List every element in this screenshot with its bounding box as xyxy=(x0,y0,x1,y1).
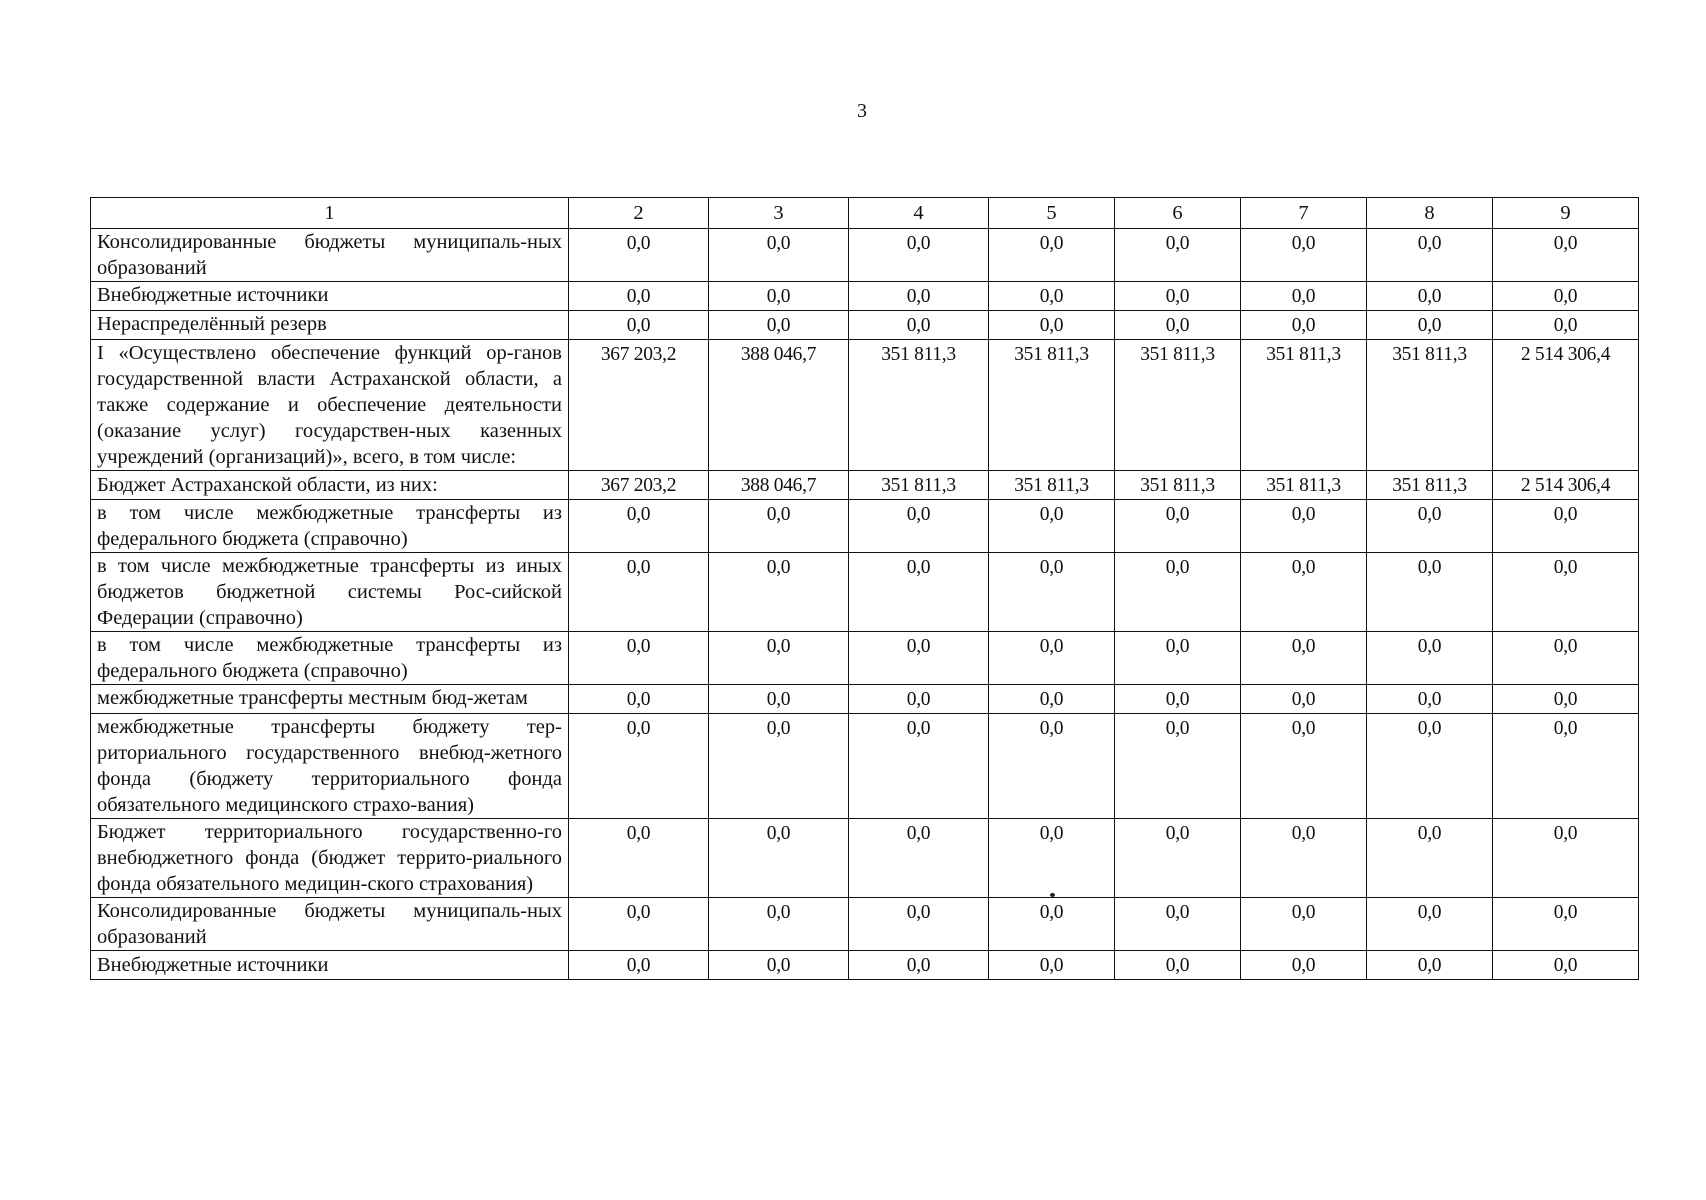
value-cell: 0,0 xyxy=(1367,282,1493,311)
value-cell: 0,0 xyxy=(1493,951,1639,980)
value-cell: 0,0 xyxy=(1115,819,1241,898)
header-cell: 3 xyxy=(709,198,849,229)
value-cell: 0,0 xyxy=(1115,500,1241,553)
value-cell: 0,0 xyxy=(1241,898,1367,951)
value-cell: 0,0 xyxy=(709,553,849,632)
value-cell: 0,0 xyxy=(1115,311,1241,340)
value-cell: 0,0 xyxy=(849,311,989,340)
row-label: в том числе межбюджетные трансферты из федерального бюджета (справочно) xyxy=(91,500,569,553)
value-cell: 0,0 xyxy=(1241,311,1367,340)
value-cell: 0,0 xyxy=(989,282,1115,311)
value-cell: 367 203,2 xyxy=(569,471,709,500)
value-cell: 0,0 xyxy=(989,229,1115,282)
value-cell: 367 203,2 xyxy=(569,340,709,471)
value-cell: 351 811,3 xyxy=(1241,340,1367,471)
value-cell: 0,0 xyxy=(1241,951,1367,980)
value-cell: 351 811,3 xyxy=(849,471,989,500)
value-cell: 0,0 xyxy=(709,632,849,685)
row-label: Бюджет территориального государственно-го внебюджетного фонда (бюджет террито-риального фонда обязательного медицин-ского страхования) xyxy=(91,819,569,898)
row-label: межбюджетные трансферты бюджету тер-риториального государственного внебюд-жетного фонда (бюджету территориального фонда обязательного медицинского страхо-вания) xyxy=(91,714,569,819)
value-cell: 0,0 xyxy=(849,951,989,980)
value-cell: 351 811,3 xyxy=(1115,340,1241,471)
row-label: Консолидированные бюджеты муниципаль-ных образований xyxy=(91,229,569,282)
value-cell: 0,0 xyxy=(989,553,1115,632)
value-cell: 0,0 xyxy=(1367,229,1493,282)
value-cell: 0,0 xyxy=(1367,819,1493,898)
value-cell: 0,0 xyxy=(989,500,1115,553)
value-cell: 0,0 xyxy=(849,553,989,632)
value-cell: 0,0 xyxy=(989,819,1115,898)
value-cell: 0,0 xyxy=(1367,898,1493,951)
value-cell: 0,0 xyxy=(1493,553,1639,632)
value-cell: 0,0 xyxy=(1367,951,1493,980)
value-cell: 0,0 xyxy=(1367,632,1493,685)
value-cell: 0,0 xyxy=(1493,632,1639,685)
value-cell: 0,0 xyxy=(1493,898,1639,951)
page-number: 3 xyxy=(857,100,867,122)
value-cell: 0,0 xyxy=(1115,553,1241,632)
value-cell: 0,0 xyxy=(1493,311,1639,340)
value-cell: 0,0 xyxy=(709,282,849,311)
value-cell: 0,0 xyxy=(1115,951,1241,980)
value-cell: 351 811,3 xyxy=(989,471,1115,500)
value-cell: 0,0 xyxy=(989,685,1115,714)
value-cell: 351 811,3 xyxy=(849,340,989,471)
table-row xyxy=(91,340,1639,471)
budget-table xyxy=(90,197,1639,980)
value-cell: 0,0 xyxy=(849,898,989,951)
value-cell: 0,0 xyxy=(849,632,989,685)
table-row xyxy=(91,685,1639,714)
value-cell: 0,0 xyxy=(1115,632,1241,685)
value-cell: 0,0 xyxy=(989,898,1115,951)
value-cell: 0,0 xyxy=(709,714,849,819)
value-cell: 2 514 306,4 xyxy=(1493,471,1639,500)
scan-speck xyxy=(1050,893,1055,897)
value-cell: 0,0 xyxy=(709,898,849,951)
value-cell: 0,0 xyxy=(709,229,849,282)
value-cell: 0,0 xyxy=(569,819,709,898)
value-cell: 0,0 xyxy=(1115,282,1241,311)
row-label: в том числе межбюджетные трансферты из федерального бюджета (справочно) xyxy=(91,632,569,685)
value-cell: 0,0 xyxy=(569,311,709,340)
value-cell: 0,0 xyxy=(1367,311,1493,340)
row-label: межбюджетные трансферты местным бюд-жетам xyxy=(91,685,569,714)
table-row xyxy=(91,500,1639,553)
value-cell: 0,0 xyxy=(1241,500,1367,553)
table-row xyxy=(91,951,1639,980)
value-cell: 0,0 xyxy=(709,951,849,980)
value-cell: 351 811,3 xyxy=(1367,340,1493,471)
table-row xyxy=(91,229,1639,282)
value-cell: 0,0 xyxy=(1367,685,1493,714)
value-cell: 0,0 xyxy=(709,311,849,340)
value-cell: 351 811,3 xyxy=(1115,471,1241,500)
value-cell: 0,0 xyxy=(569,685,709,714)
value-cell: 0,0 xyxy=(849,819,989,898)
header-cell: 2 xyxy=(569,198,709,229)
table-row xyxy=(91,819,1639,898)
value-cell: 0,0 xyxy=(1115,685,1241,714)
value-cell: 0,0 xyxy=(1367,553,1493,632)
value-cell: 0,0 xyxy=(989,311,1115,340)
value-cell: 0,0 xyxy=(1241,553,1367,632)
value-cell: 2 514 306,4 xyxy=(1493,340,1639,471)
value-cell: 0,0 xyxy=(1241,282,1367,311)
value-cell: 0,0 xyxy=(989,632,1115,685)
header-cell: 5 xyxy=(989,198,1115,229)
value-cell: 388 046,7 xyxy=(709,340,849,471)
value-cell: 0,0 xyxy=(989,951,1115,980)
value-cell: 0,0 xyxy=(569,632,709,685)
row-label: Нераспределённый резерв xyxy=(91,311,569,340)
table-row xyxy=(91,471,1639,500)
value-cell: 0,0 xyxy=(569,229,709,282)
value-cell: 0,0 xyxy=(849,282,989,311)
value-cell: 0,0 xyxy=(1241,685,1367,714)
value-cell: 0,0 xyxy=(1493,685,1639,714)
table-row xyxy=(91,898,1639,951)
value-cell: 351 811,3 xyxy=(1367,471,1493,500)
value-cell: 0,0 xyxy=(709,500,849,553)
value-cell: 0,0 xyxy=(569,282,709,311)
row-label: в том числе межбюджетные трансферты из иных бюджетов бюджетной системы Рос-сийской Федерации (справочно) xyxy=(91,553,569,632)
value-cell: 0,0 xyxy=(1241,632,1367,685)
table-row xyxy=(91,311,1639,340)
value-cell: 0,0 xyxy=(1241,714,1367,819)
value-cell: 0,0 xyxy=(849,229,989,282)
value-cell: 0,0 xyxy=(1115,229,1241,282)
value-cell: 0,0 xyxy=(709,685,849,714)
row-label: Бюджет Астраханской области, из них: xyxy=(91,471,569,500)
value-cell: 0,0 xyxy=(1493,819,1639,898)
value-cell: 0,0 xyxy=(1241,819,1367,898)
table-header-row xyxy=(91,198,1639,229)
header-cell: 4 xyxy=(849,198,989,229)
value-cell: 0,0 xyxy=(709,819,849,898)
table-row xyxy=(91,714,1639,819)
header-cell: 9 xyxy=(1493,198,1639,229)
header-cell: 6 xyxy=(1115,198,1241,229)
row-label: Консолидированные бюджеты муниципаль-ных образований xyxy=(91,898,569,951)
header-cell: 8 xyxy=(1367,198,1493,229)
header-cell: 1 xyxy=(91,198,569,229)
value-cell: 0,0 xyxy=(569,898,709,951)
value-cell: 0,0 xyxy=(1367,714,1493,819)
value-cell: 0,0 xyxy=(1367,500,1493,553)
value-cell: 0,0 xyxy=(1115,714,1241,819)
value-cell: 0,0 xyxy=(1115,898,1241,951)
table-row xyxy=(91,632,1639,685)
table-row xyxy=(91,553,1639,632)
value-cell: 0,0 xyxy=(1493,714,1639,819)
value-cell: 0,0 xyxy=(1241,229,1367,282)
value-cell: 0,0 xyxy=(989,714,1115,819)
value-cell: 0,0 xyxy=(849,500,989,553)
value-cell: 0,0 xyxy=(1493,282,1639,311)
row-label: Внебюджетные источники xyxy=(91,951,569,980)
value-cell: 0,0 xyxy=(569,553,709,632)
row-label: I «Осуществлено обеспечение функций ор-ганов государственной власти Астраханской области, а также содержание и обеспечение деятельности (оказание услуг) государствен-ных казенных учреждений (организаций)», всего, в том числе: xyxy=(91,340,569,471)
value-cell: 0,0 xyxy=(849,714,989,819)
header-cell: 7 xyxy=(1241,198,1367,229)
value-cell: 0,0 xyxy=(569,951,709,980)
value-cell: 0,0 xyxy=(569,500,709,553)
value-cell: 0,0 xyxy=(1493,229,1639,282)
table-row xyxy=(91,282,1639,311)
value-cell: 0,0 xyxy=(1493,500,1639,553)
row-label: Внебюджетные источники xyxy=(91,282,569,311)
value-cell: 388 046,7 xyxy=(709,471,849,500)
value-cell: 0,0 xyxy=(569,714,709,819)
value-cell: 351 811,3 xyxy=(989,340,1115,471)
value-cell: 351 811,3 xyxy=(1241,471,1367,500)
value-cell: 0,0 xyxy=(849,685,989,714)
